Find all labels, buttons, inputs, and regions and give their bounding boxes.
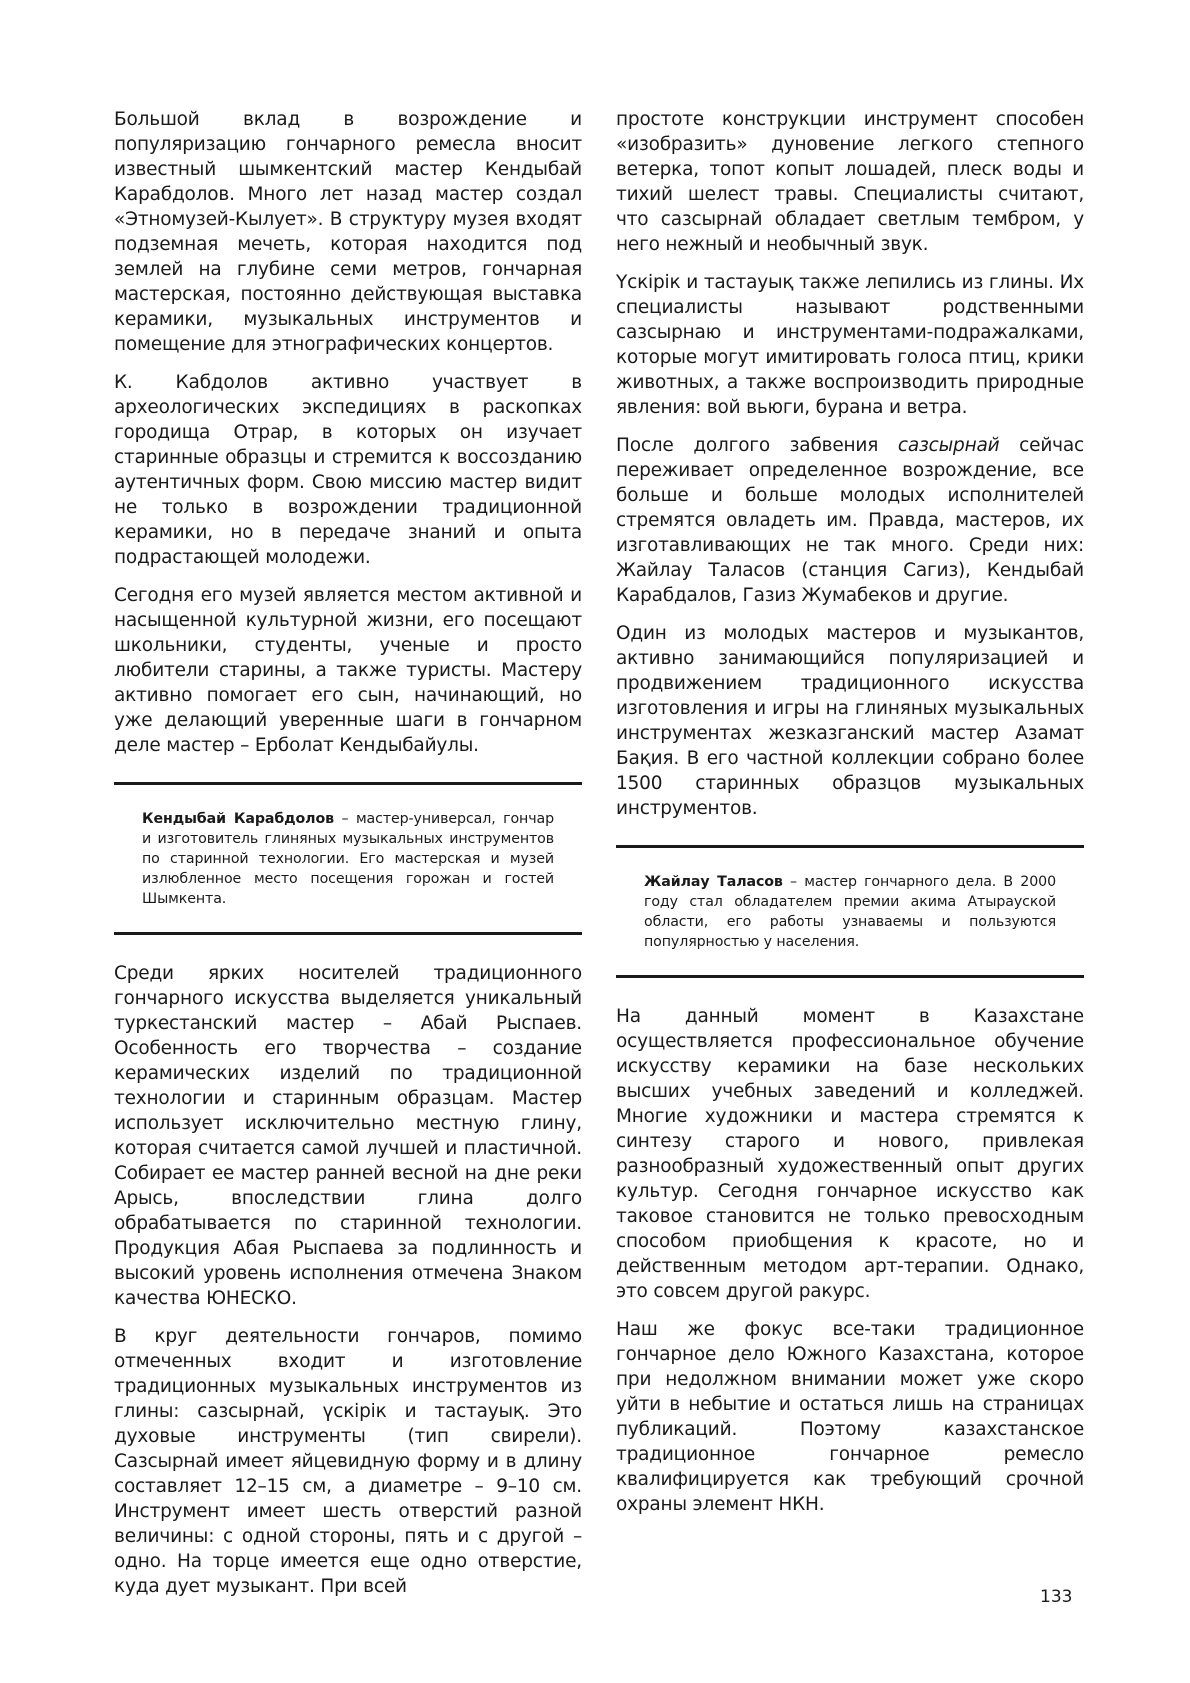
paragraph: В круг деятельности гончаров, помимо отмеченных входит и изготовление традиционных музыкальных инструментов из глины: сазсырнай, үскірік и тастауық. Это духовые инструменты (тип свирели). Сазсырнай имеет яйцевидную форму и в длину составляет 12–15 см, а диаметре – 9–10 см. Инструмент имеет шесть отверстий разной величины: с одной стороны, пять и с другой – одно. На торце имеется еще одно отверстие, куда дует музыкант. При всей [114, 1326, 582, 1597]
note-text [644, 872, 1056, 952]
paragraph: простоте конструкции инструмент способен «изобразить» дуновение легкого степного ветерка, топот копыт лошадей, плеск воды и тихий шелест травы. Специалисты считают, что сазсырнай обладает светлым тембром, у него нежный и необычный звук. [616, 109, 1084, 255]
note-description: – мастер-универсал, гончар и изготовитель глиняных музыкальных инструментов по старинной технологии. Его мастерская и музей излюбленное место посещения горожан и гостей Шымкента. [142, 811, 554, 907]
paragraph-text: После долгого забвения [616, 435, 898, 456]
paragraph [616, 433, 1084, 608]
paragraph: Среди ярких носителей традиционного гончарного искусства выделяется уникальный туркестанский мастер – Абай Рыспаев. Особенность его творчества – создание керамических изделий по традиционной технологии и старинным образцам. Мастер использует исключительно местную глину, которая считается самой лучшей и пластичной. Собирает ее мастер ранней весной на дне реки Арысь, впоследствии глина долго обрабатывается по старинной технологии. Продукция Абая Рыспаева за подлинность и высокий уровень исполнения отмечена Знаком качества ЮНЕСКО. [114, 963, 582, 1309]
sidebar-note [616, 845, 1084, 978]
instrument-name-italic: сазсырнай [897, 435, 1000, 456]
paragraph: Сегодня его музей является местом активной и насыщенной культурной жизни, его посещают школьники, студенты, ученые и просто любители старины, а также туристы. Мастеру активно помогает его сын, начинающий, но уже делающий уверенные шаги в гончарном деле мастер – Ерболат Кендыбайулы. [114, 585, 582, 756]
paragraph: К. Кабдолов активно участвует в археологических экспедициях в раскопках городища Отрар, в которых он изучает старинные образцы и стремится к воссозданию аутентичных форм. Свою миссию мастер видит не только в возрождении традиционной керамики, но в передаче знаний и опыта подрастающей молодежи. [114, 372, 582, 568]
note-description: – мастер гончарного дела. В 2000 году стал обладателем премии акима Атырауской области, его работы узнаваемы и пользуются популярностью у населения. [644, 874, 1056, 950]
right-column [616, 107, 1084, 1530]
paragraph: На данный момент в Казахстане осуществляется профессиональное обучение искусству керамики на базе нескольких высших учебных заведений и колледжей. Многие художники и мастера стремятся к синтезу старого и нового, привлекая разнообразный художественный опыт других культур. Сегодня гончарное искусство как таковое становится не только превосходным способом приобщения к красоте, но и действенным методом арт-терапии. Однако, это совсем другой ракурс. [616, 1006, 1084, 1302]
paragraph: Большой вклад в возрождение и популяризацию гончарного ремесла вносит известный шымкентский мастер Кендыбай Карабдолов. Много лет назад мастер создал «Этномузей-Кылует». В структуру музея входят подземная мечеть, которая находится под землей на глубине семи метров, гончарная мастерская, постоянно действующая выставка керамики, музыкальных инструментов и помещение для этнографических концертов. [114, 109, 582, 355]
paragraph: Один из молодых мастеров и музыкантов, активно занимающийся популяризацией и продвижением традиционного искусства изготовления и игры на глиняных музыкальных инструментах жезказганский мастер Азамат Бақия. В его частной коллекции собрано более 1500 старинных образцов музыкальных инструментов. [616, 623, 1084, 819]
note-name: Кендыбай Карабдолов [142, 811, 334, 827]
note-text [142, 809, 554, 909]
paragraph: Үскірік и тастауық также лепились из глины. Их специалисты называют родственными сазсырнаю и инструментами-подражалками, которые могут имитировать голоса птиц, крики животных, а также воспроизводить природные явления: вой вьюги, бурана и ветра. [616, 272, 1084, 418]
paragraph: Наш же фокус все-таки традиционное гончарное дело Южного Казахстана, которое при недолжном внимании может уже скоро уйти в небытие и остаться лишь на страницах публикаций. Поэтому казахстанское традиционное гончарное ремесло квалифицируется как требующий срочной охраны элемент НКН. [616, 1319, 1084, 1515]
left-column [114, 107, 582, 1612]
note-name: Жайлау Таласов [644, 874, 783, 890]
page-number: 133 [1040, 1587, 1073, 1607]
paragraph-text: сейчас переживает определенное возрождение, все больше и больше молодых исполнителей стремятся овладеть им. Правда, мастеров, их изготавливающих не так много. Среди них: Жайлау Таласов (станция Сагиз), Кендыбай Карабдалов, Газиз Жумабеков и другие. [616, 435, 1084, 606]
sidebar-note [114, 782, 582, 935]
